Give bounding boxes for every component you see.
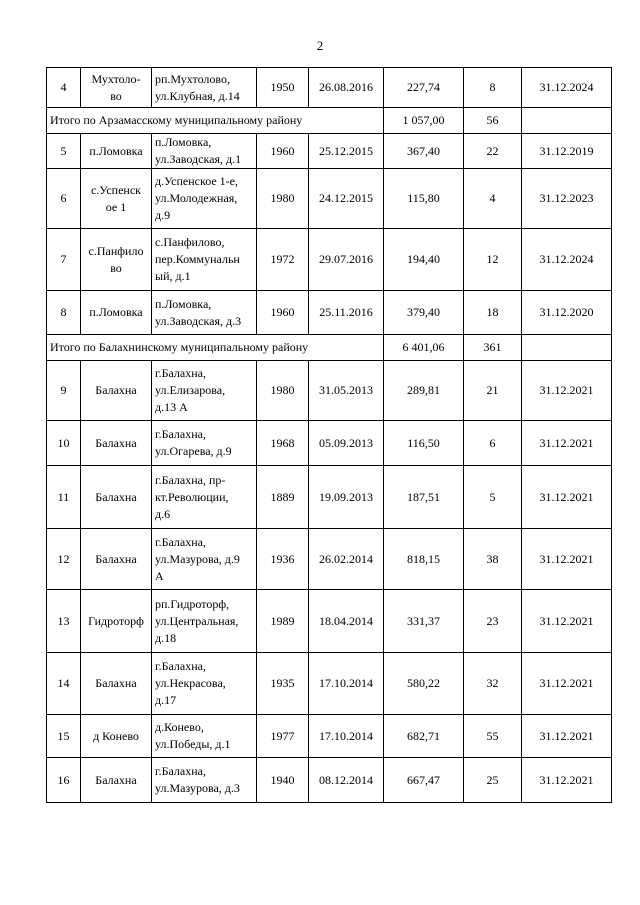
date-cell: 17.10.2014 (309, 653, 384, 715)
year-cell: 1889 (257, 466, 309, 529)
locality-cell: Балахна (81, 653, 152, 715)
deadline-cell: 31.12.2021 (522, 421, 612, 466)
table-row (47, 134, 612, 169)
address-cell: г.Балахна, ул.Огарева, д.9 (152, 421, 257, 466)
row-number-cell: 14 (47, 653, 81, 715)
locality-cell: Балахна (81, 421, 152, 466)
people-cell: 38 (464, 529, 522, 590)
people-cell: 22 (464, 134, 522, 169)
address-cell: с.Панфилово, пер.Коммунальн ый, д.1 (152, 229, 257, 291)
area-cell: 194,40 (384, 229, 464, 291)
row-number-cell: 11 (47, 466, 81, 529)
area-cell: 331,37 (384, 590, 464, 653)
total-area-cell: 1 057,00 (384, 108, 464, 134)
deadline-cell: 31.12.2021 (522, 361, 612, 421)
table-row (47, 169, 612, 229)
table-row (47, 361, 612, 421)
year-cell: 1940 (257, 758, 309, 803)
deadline-cell: 31.12.2021 (522, 590, 612, 653)
total-people-cell: 361 (464, 335, 522, 361)
area-cell: 289,81 (384, 361, 464, 421)
row-number-cell: 6 (47, 169, 81, 229)
table-row (47, 229, 612, 291)
year-cell: 1980 (257, 361, 309, 421)
row-number-cell: 15 (47, 715, 81, 758)
year-cell: 1950 (257, 68, 309, 108)
deadline-cell: 31.12.2024 (522, 68, 612, 108)
address-cell: п.Ломовка, ул.Заводская, д.1 (152, 134, 257, 169)
row-number-cell: 8 (47, 291, 81, 335)
date-cell: 25.11.2016 (309, 291, 384, 335)
address-cell: рп.Гидроторф, ул.Центральная, д.18 (152, 590, 257, 653)
table-row (47, 68, 612, 108)
total-row (47, 108, 612, 134)
row-number-cell: 16 (47, 758, 81, 803)
address-cell: п.Ломовка, ул.Заводская, д.3 (152, 291, 257, 335)
locality-cell: Мухтоло- во (81, 68, 152, 108)
deadline-cell: 31.12.2023 (522, 169, 612, 229)
year-cell: 1968 (257, 421, 309, 466)
people-cell: 32 (464, 653, 522, 715)
year-cell: 1972 (257, 229, 309, 291)
area-cell: 227,74 (384, 68, 464, 108)
date-cell: 26.02.2014 (309, 529, 384, 590)
people-cell: 55 (464, 715, 522, 758)
deadline-cell: 31.12.2024 (522, 229, 612, 291)
total-label: Итого по Балахнинскому муниципальному району (47, 335, 384, 361)
table-row (47, 715, 612, 758)
area-cell: 580,22 (384, 653, 464, 715)
empty-cell (522, 108, 612, 134)
year-cell: 1980 (257, 169, 309, 229)
people-cell: 12 (464, 229, 522, 291)
locality-cell: с.Успенск ое 1 (81, 169, 152, 229)
address-cell: д.Успенское 1-е, ул.Молодежная, д.9 (152, 169, 257, 229)
deadline-cell: 31.12.2021 (522, 715, 612, 758)
resettlement-table (46, 67, 612, 803)
area-cell: 818,15 (384, 529, 464, 590)
area-cell: 115,80 (384, 169, 464, 229)
locality-cell: Балахна (81, 361, 152, 421)
people-cell: 25 (464, 758, 522, 803)
table-row (47, 653, 612, 715)
people-cell: 23 (464, 590, 522, 653)
row-number-cell: 9 (47, 361, 81, 421)
locality-cell: Гидроторф (81, 590, 152, 653)
date-cell: 19.09.2013 (309, 466, 384, 529)
area-cell: 682,71 (384, 715, 464, 758)
date-cell: 05.09.2013 (309, 421, 384, 466)
date-cell: 08.12.2014 (309, 758, 384, 803)
deadline-cell: 31.12.2021 (522, 466, 612, 529)
row-number-cell: 12 (47, 529, 81, 590)
address-cell: г.Балахна, ул.Елизарова, д.13 А (152, 361, 257, 421)
date-cell: 18.04.2014 (309, 590, 384, 653)
date-cell: 31.05.2013 (309, 361, 384, 421)
page-number: 2 (316, 38, 324, 53)
date-cell: 29.07.2016 (309, 229, 384, 291)
address-cell: д.Конево, ул.Победы, д.1 (152, 715, 257, 758)
year-cell: 1960 (257, 134, 309, 169)
total-label: Итого по Арзамасскому муниципальному району (47, 108, 384, 134)
total-row (47, 335, 612, 361)
table-row (47, 758, 612, 803)
date-cell: 26.08.2016 (309, 68, 384, 108)
area-cell: 367,40 (384, 134, 464, 169)
address-cell: рп.Мухтолово, ул.Клубная, д.14 (152, 68, 257, 108)
people-cell: 21 (464, 361, 522, 421)
table-row (47, 529, 612, 590)
area-cell: 116,50 (384, 421, 464, 466)
date-cell: 25.12.2015 (309, 134, 384, 169)
total-area-cell: 6 401,06 (384, 335, 464, 361)
deadline-cell: 31.12.2020 (522, 291, 612, 335)
date-cell: 24.12.2015 (309, 169, 384, 229)
year-cell: 1960 (257, 291, 309, 335)
people-cell: 6 (464, 421, 522, 466)
locality-cell: п.Ломовка (81, 291, 152, 335)
row-number-cell: 5 (47, 134, 81, 169)
locality-cell: Балахна (81, 466, 152, 529)
address-cell: г.Балахна, ул.Мазурова, д.3 (152, 758, 257, 803)
table-body (47, 68, 612, 803)
deadline-cell: 31.12.2019 (522, 134, 612, 169)
address-cell: г.Балахна, ул.Некрасова, д.17 (152, 653, 257, 715)
date-cell: 17.10.2014 (309, 715, 384, 758)
year-cell: 1989 (257, 590, 309, 653)
area-cell: 379,40 (384, 291, 464, 335)
people-cell: 4 (464, 169, 522, 229)
locality-cell: с.Панфило во (81, 229, 152, 291)
locality-cell: Балахна (81, 758, 152, 803)
row-number-cell: 13 (47, 590, 81, 653)
deadline-cell: 31.12.2021 (522, 758, 612, 803)
year-cell: 1977 (257, 715, 309, 758)
address-cell: г.Балахна, ул.Мазурова, д.9 А (152, 529, 257, 590)
row-number-cell: 7 (47, 229, 81, 291)
locality-cell: Балахна (81, 529, 152, 590)
table-row (47, 421, 612, 466)
locality-cell: п.Ломовка (81, 134, 152, 169)
table-row (47, 466, 612, 529)
year-cell: 1935 (257, 653, 309, 715)
people-cell: 5 (464, 466, 522, 529)
locality-cell: д Конево (81, 715, 152, 758)
people-cell: 8 (464, 68, 522, 108)
area-cell: 187,51 (384, 466, 464, 529)
area-cell: 667,47 (384, 758, 464, 803)
table-row (47, 590, 612, 653)
row-number-cell: 10 (47, 421, 81, 466)
total-people-cell: 56 (464, 108, 522, 134)
row-number-cell: 4 (47, 68, 81, 108)
deadline-cell: 31.12.2021 (522, 529, 612, 590)
table-row (47, 291, 612, 335)
people-cell: 18 (464, 291, 522, 335)
empty-cell (522, 335, 612, 361)
year-cell: 1936 (257, 529, 309, 590)
deadline-cell: 31.12.2021 (522, 653, 612, 715)
address-cell: г.Балахна, пр- кт.Революции, д.6 (152, 466, 257, 529)
